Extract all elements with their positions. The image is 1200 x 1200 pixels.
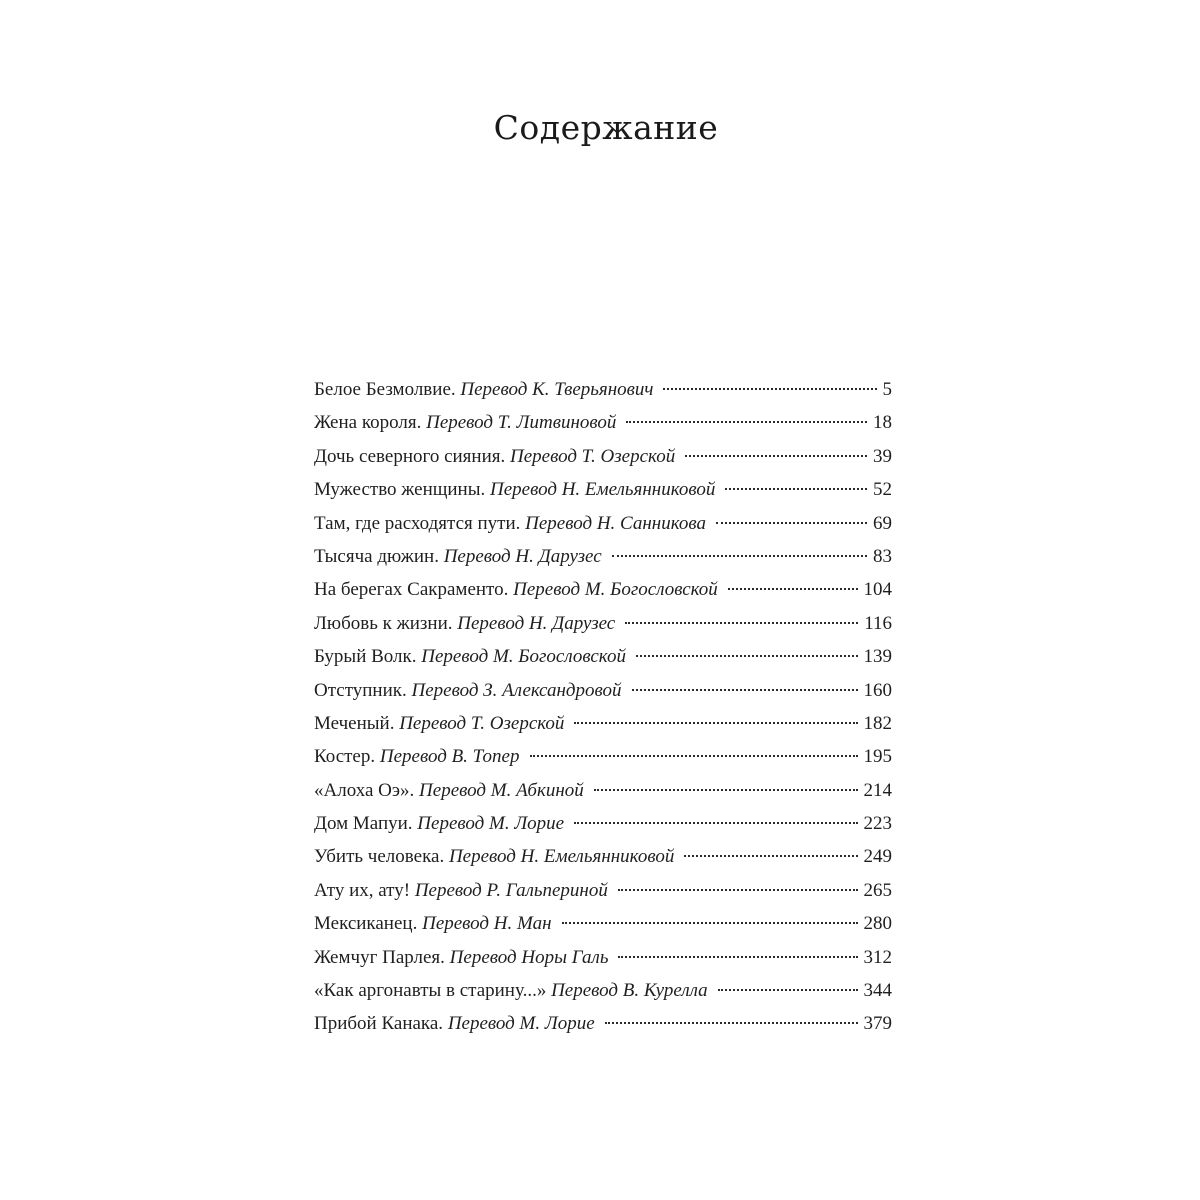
toc-entry (314, 874, 892, 907)
entry-translator: Перевод В. Курелла (551, 980, 708, 1002)
toc-entry (314, 540, 892, 573)
entry-translator: Перевод М. Абкиной (419, 779, 584, 801)
entry-translator: Перевод М. Лорие (417, 813, 565, 835)
entry-title: Мужество женщины. (314, 479, 486, 501)
page-title: Содержание (493, 108, 719, 147)
entry-title: Бурый Волк. (314, 646, 417, 668)
dot-leader (530, 755, 858, 757)
entry-title: Отступник. (314, 679, 407, 701)
entry-title: Любовь к жизни. (314, 612, 453, 634)
entry-title: Меченый. (314, 712, 395, 734)
entry-title: Ату их, ату! (314, 879, 411, 901)
dot-leader (618, 889, 858, 891)
entry-title: Жемчуг Парлея. (314, 946, 445, 968)
entry-translator: Перевод М. Лорие (447, 1013, 595, 1035)
entry-title: Жена короля. (314, 412, 422, 434)
dot-leader (626, 421, 867, 423)
entry-title: Тысяча дюжин. (314, 545, 439, 567)
dot-leader (594, 789, 858, 791)
dot-leader (728, 588, 858, 590)
dot-leader (716, 522, 867, 524)
entry-translator: Перевод М. Богословской (513, 579, 718, 601)
toc-entry (314, 707, 892, 740)
dot-leader (632, 689, 858, 691)
entry-translator: Перевод Т. Озерской (509, 445, 676, 467)
entry-translator: Перевод М. Богословской (421, 646, 626, 668)
entry-page-number: 249 (863, 846, 892, 868)
entry-page-number: 83 (873, 545, 892, 567)
entry-title: Убить человека. (314, 846, 445, 868)
entry-title: Мексиканец. (314, 913, 418, 935)
dot-leader (605, 1022, 858, 1024)
dot-leader (663, 388, 876, 390)
toc-entry (314, 807, 892, 840)
dot-leader (618, 956, 857, 958)
entry-page-number: 5 (882, 379, 892, 400)
toc-entry (314, 607, 892, 640)
dot-leader (636, 655, 858, 657)
toc-entry (314, 373, 892, 406)
toc-entry (314, 774, 892, 807)
dot-leader (625, 622, 858, 624)
entry-page-number: 195 (863, 746, 892, 768)
dot-leader (685, 455, 867, 457)
entry-translator: Перевод Н. Санникова (525, 512, 706, 534)
entry-title: «Как аргонавты в старину...» (314, 980, 547, 1002)
entry-page-number: 182 (863, 712, 892, 734)
entry-title: На берегах Сакраменто. (314, 579, 509, 601)
entry-page-number: 312 (863, 946, 892, 968)
entry-translator: Перевод Т. Озерской (399, 712, 565, 734)
dot-leader (574, 722, 857, 724)
entry-page-number: 52 (873, 479, 892, 501)
toc-entry (314, 507, 892, 540)
entry-title: «Алоха Оэ». (314, 779, 415, 801)
entry-page-number: 214 (863, 779, 892, 801)
toc-entry (314, 840, 892, 873)
entry-page-number: 379 (863, 1013, 892, 1035)
toc-entry (314, 573, 892, 606)
entry-title: Дочь северного сияния. (314, 445, 506, 467)
toc-entry (314, 473, 892, 506)
entry-page-number: 116 (864, 612, 892, 634)
toc-entry (314, 907, 892, 940)
toc-entry (314, 440, 892, 473)
entry-title: Там, где расходятся пути. (314, 512, 521, 534)
entry-title: Костер. (314, 746, 376, 768)
entry-page-number: 160 (863, 679, 892, 701)
entry-translator: Перевод К. Тверьянович (460, 379, 654, 400)
entry-translator: Перевод Н. Дарузес (457, 612, 616, 634)
entry-title: Белое Безмолвие. (314, 379, 456, 400)
dot-leader (718, 989, 858, 991)
entry-page-number: 39 (873, 445, 892, 467)
entry-translator: Перевод Н. Ман (422, 913, 552, 935)
toc-entry (314, 740, 892, 773)
entry-translator: Перевод Н. Емельянниковой (490, 479, 716, 501)
dot-leader (612, 555, 867, 557)
entry-page-number: 265 (863, 879, 892, 901)
toc-entry (314, 406, 892, 439)
entry-translator: Перевод Т. Литвиновой (426, 412, 617, 434)
entry-title: Дом Мапуи. (314, 813, 413, 835)
entry-translator: Перевод З. Александровой (411, 679, 622, 701)
entry-page-number: 69 (873, 512, 892, 534)
entry-page-number: 280 (863, 913, 892, 935)
entry-translator: Перевод Н. Емельянниковой (448, 846, 675, 868)
toc-entry (314, 941, 892, 974)
toc-entry (314, 640, 892, 673)
dot-leader (562, 922, 858, 924)
dot-leader (574, 822, 857, 824)
dot-leader (684, 855, 857, 857)
table-of-contents (314, 373, 892, 1041)
dot-leader (725, 488, 867, 490)
entry-page-number: 18 (873, 412, 892, 434)
entry-translator: Перевод В. Топер (379, 746, 520, 768)
entry-translator: Перевод Н. Дарузес (443, 545, 602, 567)
toc-entry (314, 1007, 892, 1040)
entry-title: Прибой Канака. (314, 1013, 444, 1035)
entry-page-number: 344 (863, 980, 892, 1002)
entry-translator: Перевод Норы Галь (449, 946, 609, 968)
entry-page-number: 104 (863, 579, 892, 601)
toc-entry (314, 674, 892, 707)
entry-page-number: 223 (863, 813, 892, 835)
toc-entry (314, 974, 892, 1007)
entry-translator: Перевод Р. Гальпериной (414, 879, 608, 901)
entry-page-number: 139 (863, 646, 892, 668)
